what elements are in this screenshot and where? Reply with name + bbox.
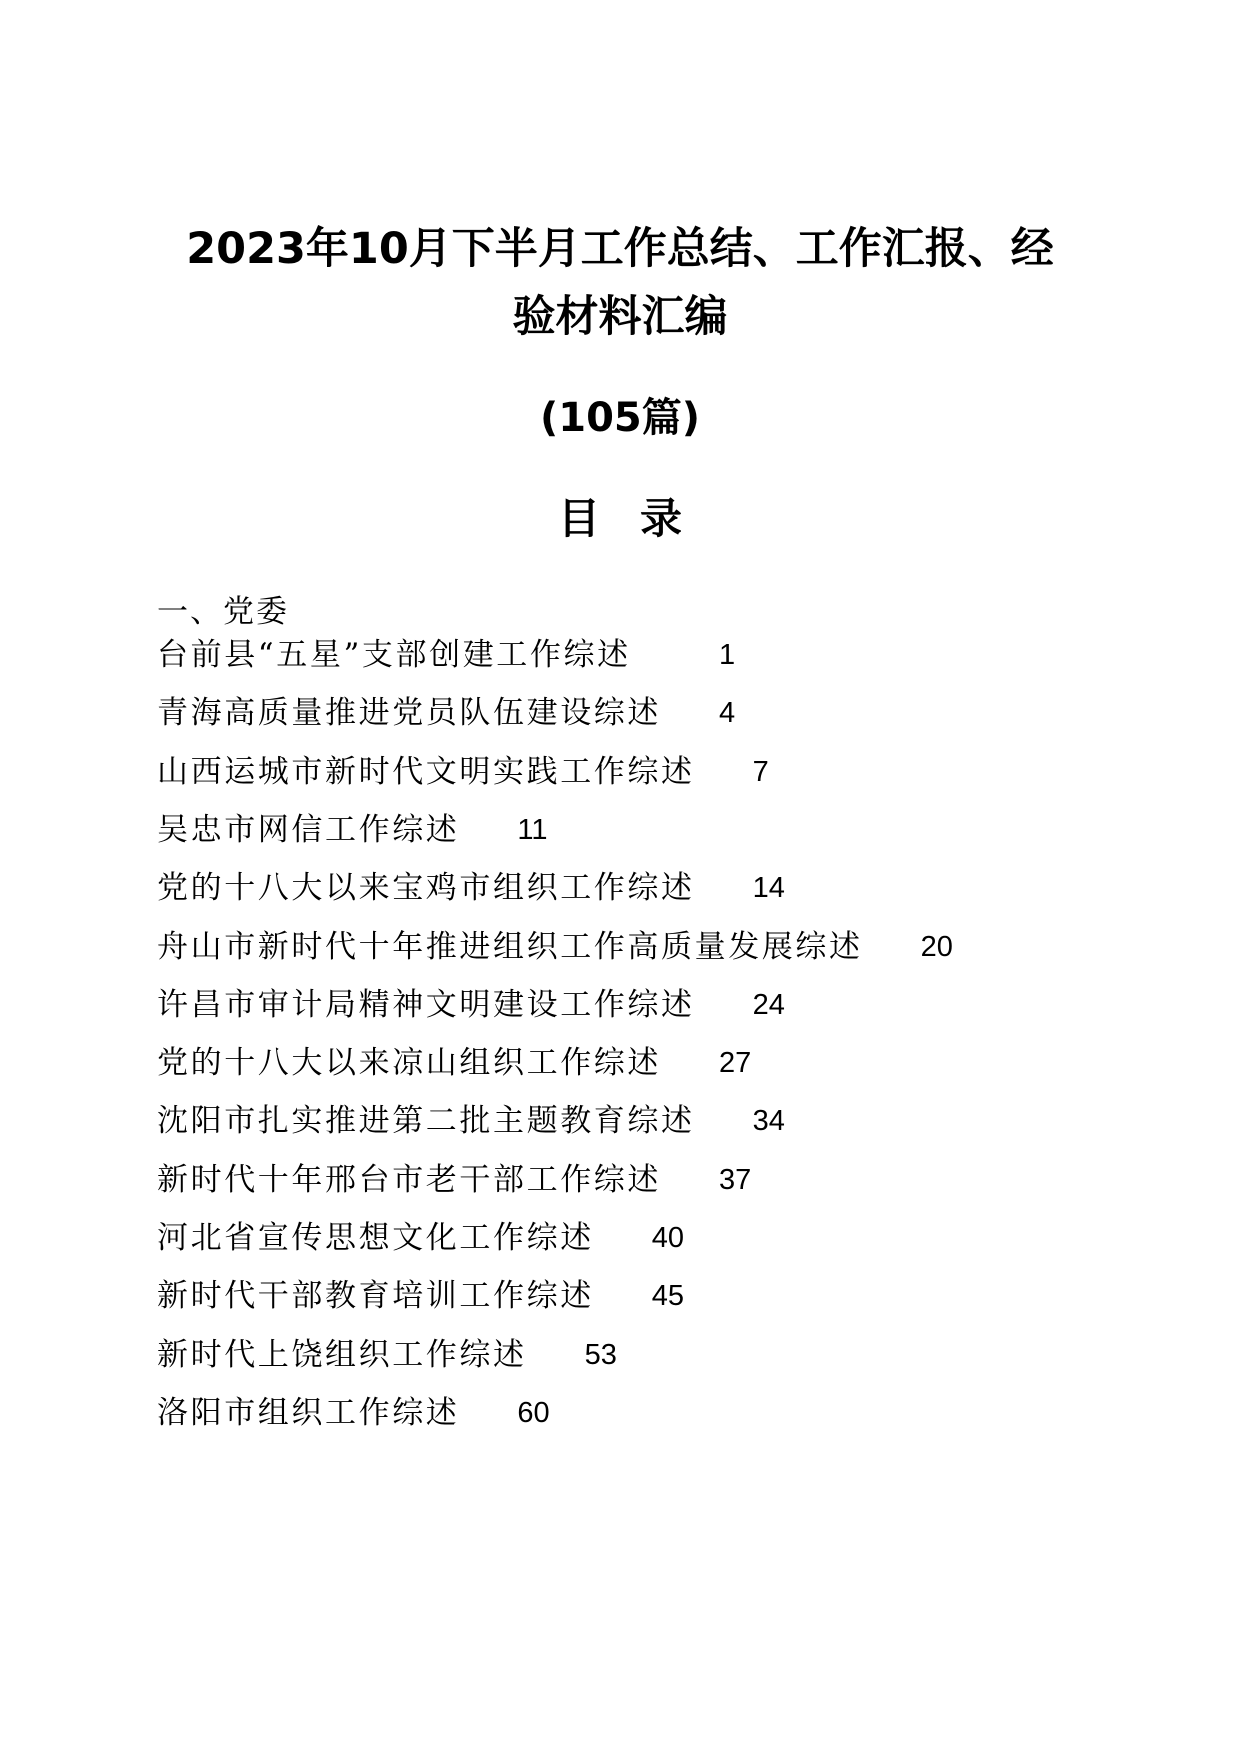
toc-entry-page-number: 53 <box>584 1338 617 1371</box>
toc-entry-title: 吴忠市网信工作综述 <box>157 811 460 848</box>
toc-entry-page-number: 4 <box>719 697 736 730</box>
toc-entry-page-number: 1 <box>719 639 736 671</box>
toc-entry-title: 台前县“五星”支部创建工作综述 <box>157 637 631 673</box>
toc-entry-title: 新时代上饶组织工作综述 <box>157 1336 527 1373</box>
toc-entry-title: 洛阳市组织工作综述 <box>157 1394 460 1431</box>
toc-entry-title: 沈阳市扎实推进第二批主题教育综述 <box>157 1103 695 1140</box>
toc-entry-page-number: 27 <box>719 1047 752 1080</box>
toc-entry-page-number: 37 <box>719 1163 752 1196</box>
toc-entry-page-number: 45 <box>651 1280 685 1313</box>
toc-entry-page-number: 20 <box>920 930 953 963</box>
document-subtitle: (105篇) <box>539 395 701 441</box>
toc-entry-title: 许昌市审计局精神文明建设工作综述 <box>157 986 695 1023</box>
toc-entry-page-number: 14 <box>752 872 785 905</box>
toc-entry-title: 党的十八大以来凉山组织工作综述 <box>157 1045 661 1082</box>
toc-entry-page-number: 7 <box>752 755 769 788</box>
toc-heading: 目录 <box>557 494 722 543</box>
toc-entry-title: 新时代十年邢台市老干部工作综述 <box>157 1161 661 1198</box>
toc-entry-page-number: 40 <box>651 1222 685 1254</box>
toc-entry-page-number: 24 <box>752 988 785 1021</box>
toc-entry-title: 河北省宣传思想文化工作综述 <box>157 1220 594 1256</box>
toc-entry-title: 青海高质量推进党员队伍建设综述 <box>157 695 661 732</box>
toc-entry-title: 山西运城市新时代文明实践工作综述 <box>157 753 695 790</box>
toc-entry-title: 舟山市新时代十年推进组织工作高质量发展综述 <box>157 928 863 965</box>
document-title-line-1: 2023年10月下半月工作总结、工作汇报、经 <box>186 224 1054 274</box>
toc-entry-page-number: 34 <box>752 1105 785 1138</box>
toc-section-label: 一、党委 <box>157 594 289 630</box>
toc-entry-page-number: 60 <box>517 1396 550 1429</box>
toc-entry-title: 新时代干部教育培训工作综述 <box>157 1278 594 1315</box>
document-title-line-2: 验材料汇编 <box>512 292 728 342</box>
toc-entry-title: 党的十八大以来宝鸡市组织工作综述 <box>157 870 695 907</box>
toc-entry-page-number: 11 <box>517 813 548 846</box>
